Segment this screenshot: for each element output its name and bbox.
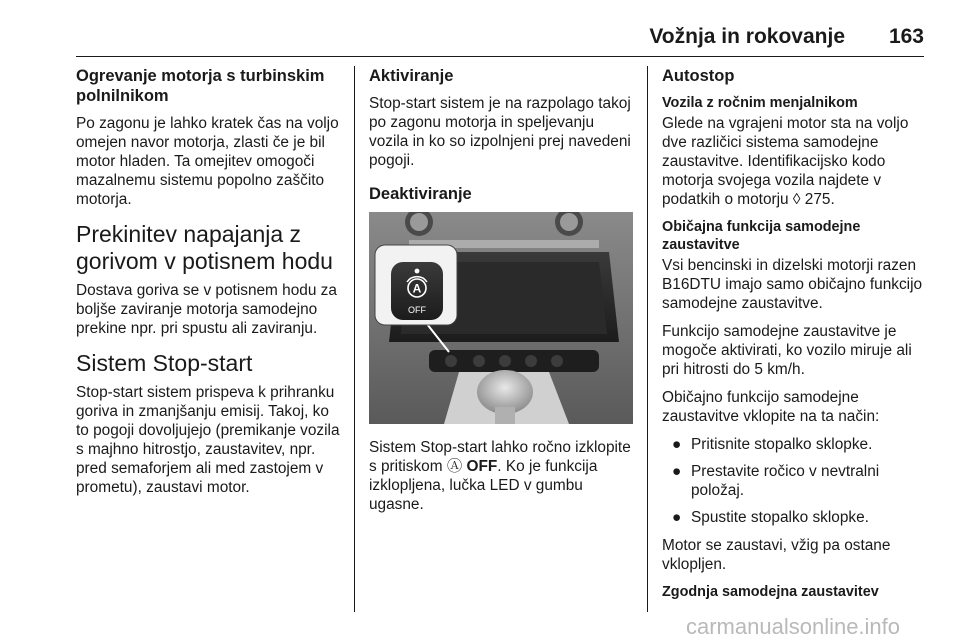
console-illustration <box>369 212 633 424</box>
page-reference[interactable]: 275. <box>804 191 835 208</box>
column-divider <box>647 66 648 612</box>
svg-text:A: A <box>412 281 422 296</box>
paragraph: Vsi bencinski in dizelski motorji razen B16DTU imajo samo običajno funkcijo samodejne zaustavitve. <box>662 257 923 312</box>
console-drawing <box>369 212 633 424</box>
section-heading-large: Sistem Stop-start <box>76 350 253 376</box>
page-header <box>0 0 960 56</box>
caption-bold: OFF <box>466 458 498 475</box>
paragraph: Funkcijo samodejne zaustavitve je mogoče aktivirati, ko vozilo miruje ali pri hitrosti do 5 km/h. <box>662 323 912 378</box>
list-item-text: Spustite stopalko sklopke. <box>691 509 869 526</box>
section-heading-large: Prekinitev napajanja z gorivom v potisnem hodu <box>76 221 333 274</box>
paragraph: Motor se zaustavi, vžig pa ostane vklopljen. <box>662 537 891 573</box>
figure-caption <box>369 438 633 514</box>
list-item <box>662 435 928 454</box>
subsection-heading: Zgodnja samodejna zaustavitev <box>662 584 879 600</box>
section-heading: Autostop <box>662 67 735 85</box>
column-divider <box>354 66 355 612</box>
led-indicator <box>415 269 420 274</box>
paragraph: Dostava goriva se v potisnem hodu za boljše zaviranje motorja samodejno prekine npr. pri spustu ali zaviranju. <box>76 282 337 337</box>
paragraph: Običajno funkcijo samodejne zaustavitve vklopite na ta način: <box>662 389 880 425</box>
column-3 <box>662 66 928 603</box>
paragraph: Stop-start sistem je na razpolago takoj po zagonu motorja in speljevanju vozila in ko so izpolnjeni prej navedeni pogoji. <box>369 95 631 169</box>
list-item-text: Pritisnite stopalko sklopke. <box>691 436 873 453</box>
button-label: OFF <box>408 305 426 315</box>
chapter-title: Vožnja in rokovanje <box>649 25 845 48</box>
bullet-icon: ● <box>672 509 682 526</box>
list-item <box>662 508 928 527</box>
caption-text: Sistem Stop-start lahko ročno izklopite s pritiskom <box>369 439 631 475</box>
section-heading: Deaktiviranje <box>369 185 472 203</box>
paragraph: Po zagonu je lahko kratek čas na voljo omejen navor motorja, zlasti če je bil motor hladen. Ta omejitev omogoči mazalnemu sistemu popolno zaščito motorja. <box>76 115 339 208</box>
subsection-heading: Običajna funkcija samodejne zaustavitve <box>662 219 861 253</box>
header-rule <box>76 56 924 57</box>
caption-text-end: . Ko je funkcija izklopljena, lučka LED v gumbu ugasne. <box>369 458 598 513</box>
watermark: carmanualsonline.info <box>686 614 901 639</box>
bullet-list <box>662 435 928 527</box>
bullet-icon: ● <box>672 463 682 480</box>
list-item <box>662 462 928 500</box>
autostop-glyph-icon: Ⓐ <box>446 458 463 475</box>
paragraph: Stop-start sistem prispeva k prihranku goriva in zmanjšanju emisij. Takoj, ko to pogoji dovoljujejo (premikanje vozila s majhno hitrostjo, zaustavitev, npr. pred semaforjem ali med zastojem v prometu), zaustavi motor. <box>76 384 340 496</box>
bullet-icon: ● <box>672 436 682 453</box>
paragraph <box>662 114 928 209</box>
page-ref-arrow-icon: ◊ <box>792 191 801 208</box>
page-number: 163 <box>888 25 924 48</box>
list-item-text: Prestavite ročico v nevtralni položaj. <box>691 463 880 499</box>
column-2 <box>369 66 633 523</box>
subsection-heading: Vozila z ročnim menjalnikom <box>662 95 858 111</box>
paragraph-text: Glede na vgrajeni motor sta na voljo dve različici sistema samodejne zaustavitve. Identifikacijsko kodo motorja svojega vozila najdete v podatkih o motorju <box>662 115 909 208</box>
column-1 <box>76 66 346 506</box>
stop-start-button-small <box>445 355 457 367</box>
section-heading: Aktiviranje <box>369 67 454 85</box>
section-heading: Ogrevanje motorja s turbinskim polnilnikom <box>76 67 325 105</box>
